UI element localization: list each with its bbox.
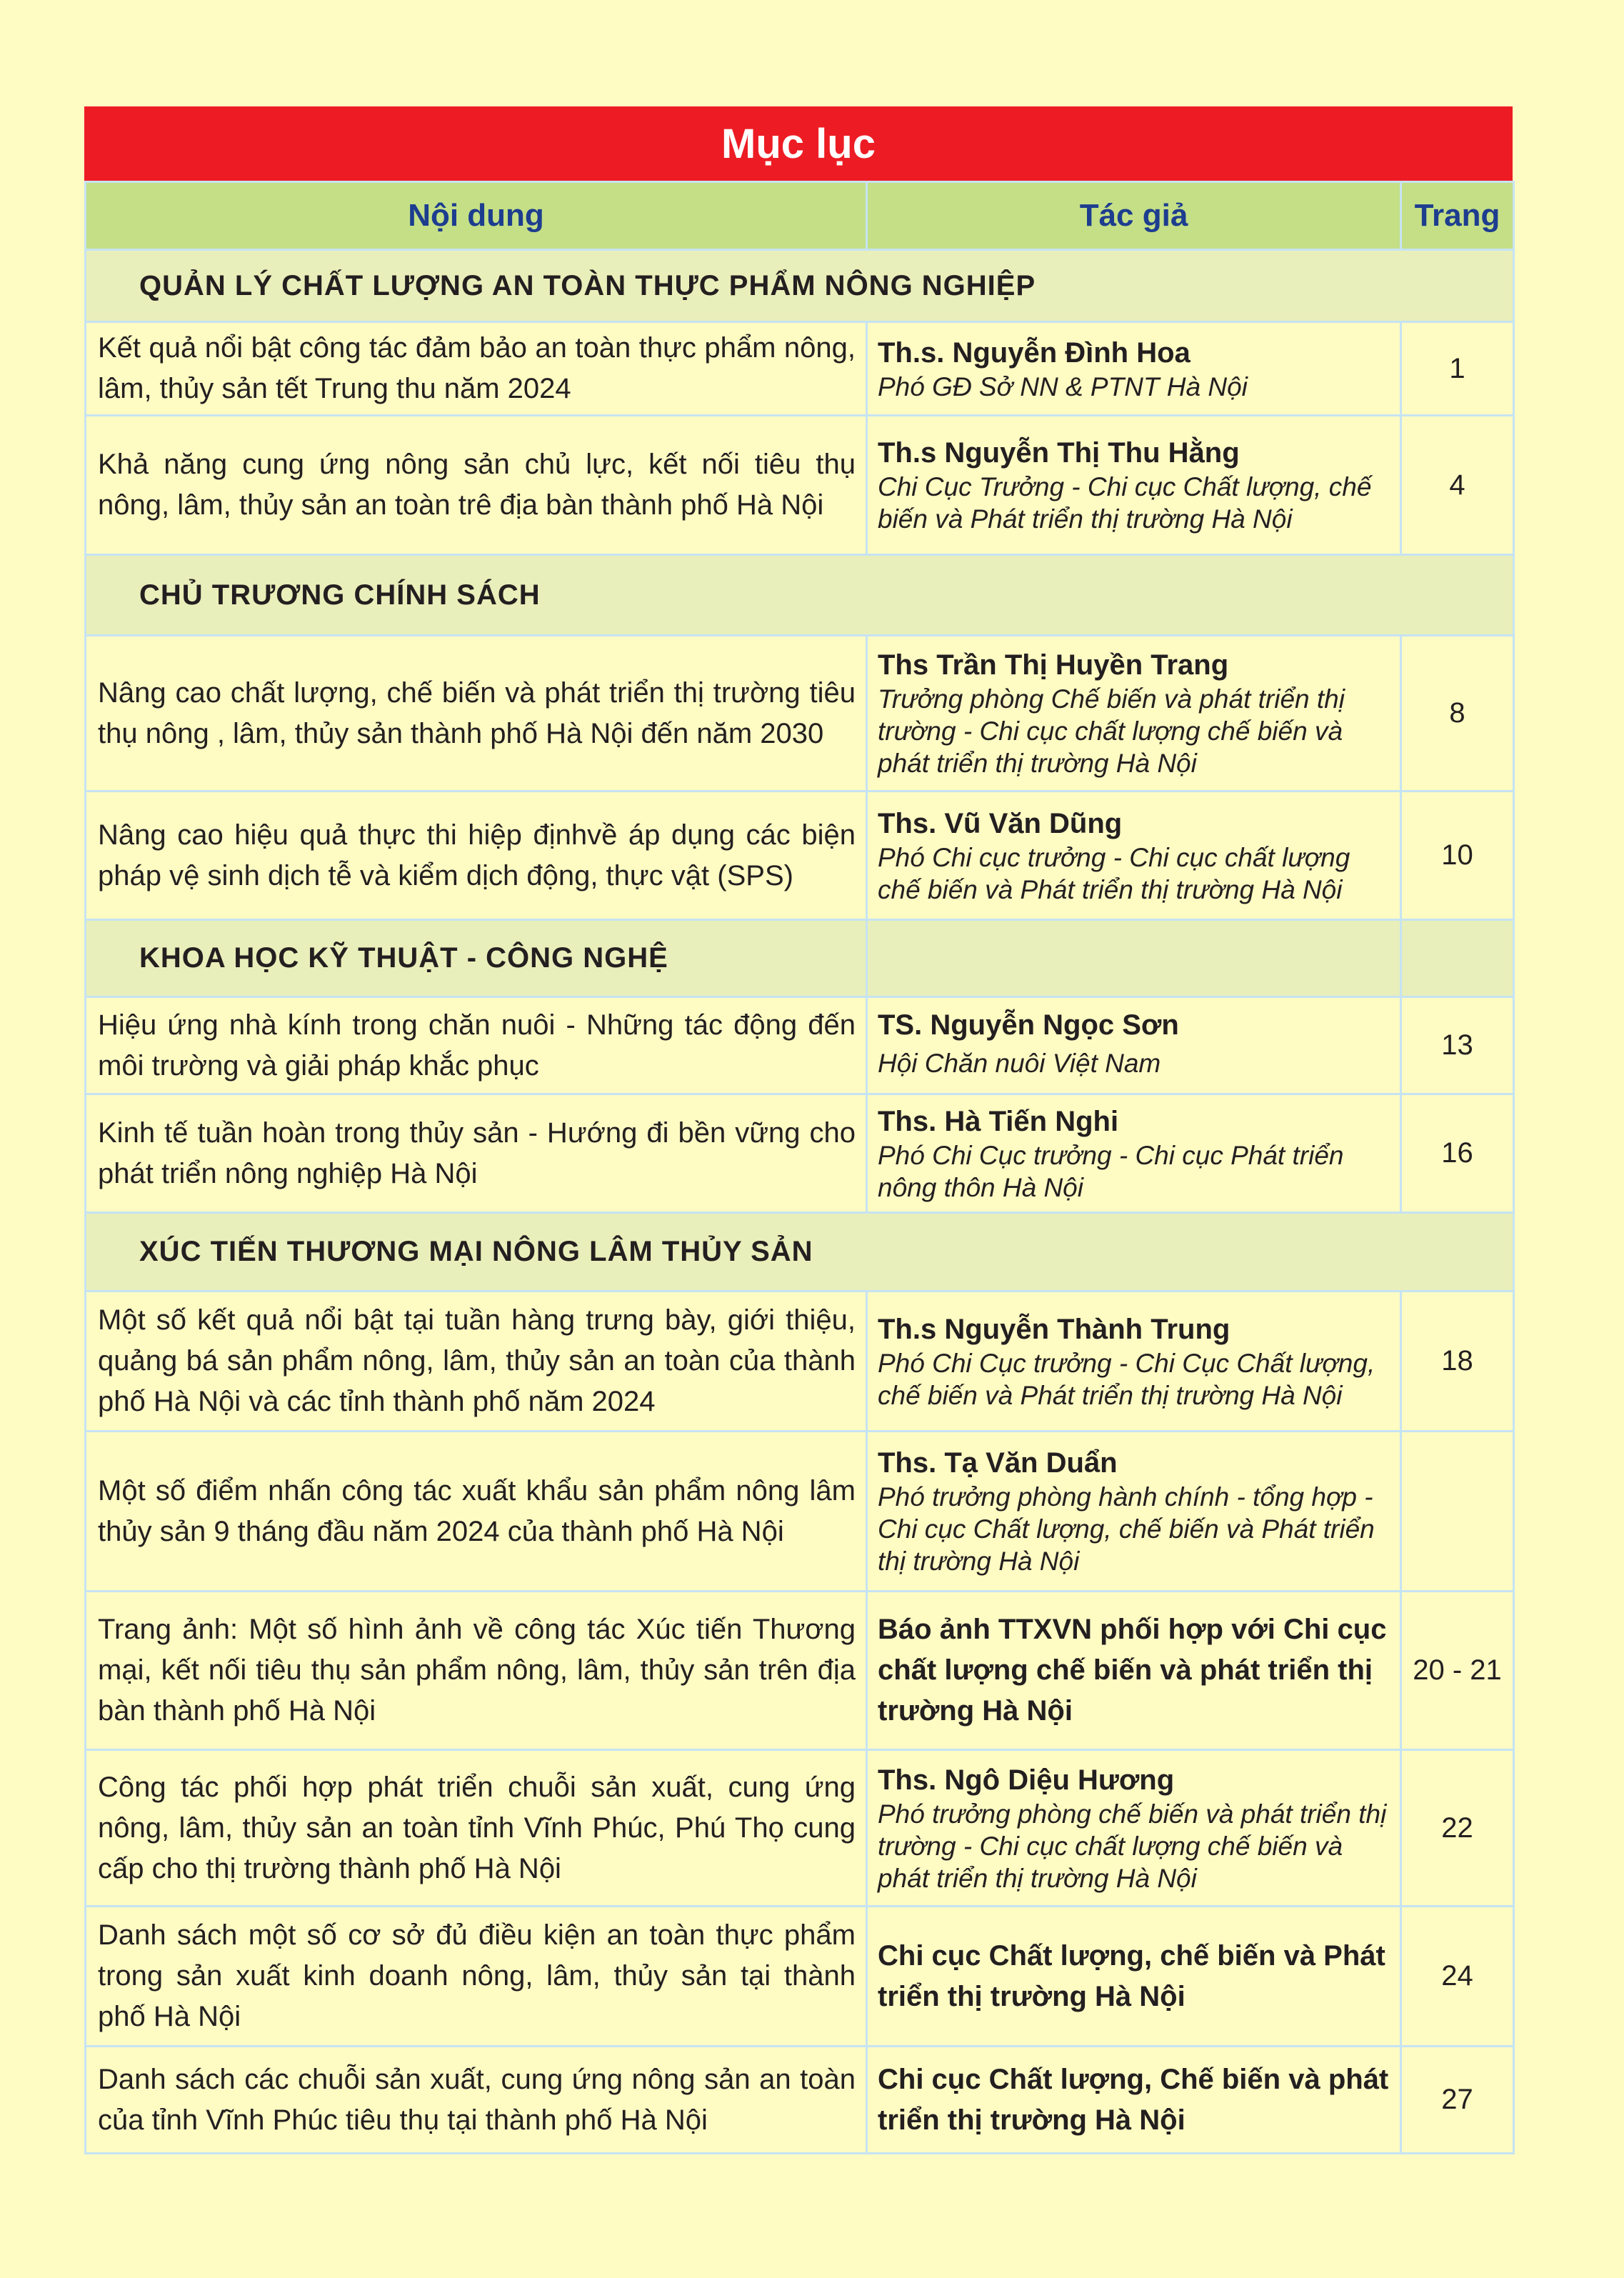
section-heading-row [86, 250, 1514, 322]
table-row [86, 997, 1514, 1094]
entry-page: 8 [1401, 636, 1514, 791]
entry-page: 27 [1401, 2047, 1514, 2154]
author-name: Chi cục Chất lượng, Chế biến và phát triển thị trường Hà Nội [878, 2063, 1389, 2136]
author-name: Báo ảnh TTXVN phối hợp với Chi cục chất lượng chế biến và phát triển thị trường Hà Nội [878, 1614, 1387, 1727]
section-heading-row [86, 1213, 1514, 1292]
entry-author [867, 1907, 1401, 2047]
section-heading-row [86, 555, 1514, 636]
author-name: Ths. Vũ Văn Dũng [878, 807, 1123, 839]
entry-page [1401, 1432, 1514, 1592]
entry-content: Kinh tế tuần hoàn trong thủy sản - Hướng đi bền vững cho phát triển nông nghiệp Hà Nội [86, 1094, 867, 1213]
author-role: Hội Chăn nuôi Việt Nam [878, 1048, 1161, 1078]
section-heading: QUẢN LÝ CHẤT LƯỢNG AN TOÀN THỰC PHẨM NÔNG NGHIỆP [86, 250, 1514, 322]
author-name: TS. Nguyễn Ngọc Sơn [878, 1009, 1179, 1041]
entry-page: 4 [1401, 416, 1514, 555]
entry-page: 20 - 21 [1401, 1592, 1514, 1750]
toc-table [84, 181, 1515, 2154]
entry-page: 24 [1401, 1907, 1514, 2047]
header-row [86, 182, 1514, 250]
entry-content: Danh sách các chuỗi sản xuất, cung ứng nông sản an toàn của tỉnh Vĩnh Phúc tiêu thụ tại thành phố Hà Nội [86, 2047, 867, 2154]
entry-page: 16 [1401, 1094, 1514, 1213]
author-role: Trưởng phòng Chế biến và phát triển thị trường - Chi cục chất lượng chế biến và phát triển thị trường Hà Nội [878, 684, 1345, 778]
section-heading: KHOA HỌC KỸ THUẬT - CÔNG NGHỆ [86, 920, 867, 997]
entry-content: Trang ảnh: Một số hình ảnh về công tác Xúc tiến Thương mại, kết nối tiêu thụ sản phẩm nông, lâm, thủy sản trên địa bàn thành phố Hà Nội [86, 1592, 867, 1750]
header-page: Trang [1401, 182, 1514, 250]
author-name: Chi cục Chất lượng, chế biến và Phát triển thị trường Hà Nội [878, 1939, 1385, 2012]
table-row [86, 1750, 1514, 1907]
entry-author [867, 791, 1401, 920]
author-name: Th.s Nguyễn Thị Thu Hằng [878, 437, 1240, 469]
section-heading: CHỦ TRƯƠNG CHÍNH SÁCH [86, 555, 1514, 636]
entry-content: Khả năng cung ứng nông sản chủ lực, kết nối tiêu thụ nông, lâm, thủy sản an toàn trê địa bàn thành phố Hà Nội [86, 416, 867, 555]
author-name: Ths. Ngô Diệu Hương [878, 1764, 1175, 1796]
table-row [86, 1907, 1514, 2047]
table-row [86, 1292, 1514, 1432]
toc-title: Mục lục [84, 106, 1513, 181]
author-name: Ths. Tạ Văn Duẩn [878, 1447, 1118, 1479]
entry-content: Công tác phối hợp phát triển chuỗi sản xuất, cung ứng nông, lâm, thủy sản an toàn tỉnh Vĩnh Phúc, Phú Thọ cung cấp cho thị trường thành phố Hà Nội [86, 1750, 867, 1907]
author-name: Th.s. Nguyễn Đình Hoa [878, 336, 1191, 369]
section-heading-blank [867, 920, 1401, 997]
header-content: Nội dung [86, 182, 867, 250]
author-role: Phó Chi Cục trưởng - Chi Cục Chất lượng, chế biến và Phát triển thị trường Hà Nội [878, 1348, 1375, 1410]
entry-content: Một số kết quả nổi bật tại tuần hàng trưng bày, giới thiệu, quảng bá sản phẩm nông, lâm, thủy sản an toàn của thành phố Hà Nội và các tỉnh thành phố năm 2024 [86, 1292, 867, 1432]
entry-author [867, 2047, 1401, 2154]
entry-page: 10 [1401, 791, 1514, 920]
section-heading-row [86, 920, 1514, 997]
entry-author [867, 1292, 1401, 1432]
author-role: Phó GĐ Sở NN & PTNT Hà Nội [878, 371, 1248, 401]
entry-author [867, 1432, 1401, 1592]
entry-author [867, 322, 1401, 416]
author-name: Ths Trần Thị Huyền Trang [878, 649, 1229, 681]
entry-page: 1 [1401, 322, 1514, 416]
entry-author [867, 1750, 1401, 1907]
entry-author [867, 1592, 1401, 1750]
entry-content: Nâng cao hiệu quả thực thi hiệp địnhvề áp dụng các biện pháp vệ sinh dịch tễ và kiểm dịch động, thực vật (SPS) [86, 791, 867, 920]
entry-author [867, 1094, 1401, 1213]
table-row [86, 1592, 1514, 1750]
section-heading: XÚC TIẾN THƯƠNG MẠI NÔNG LÂM THỦY SẢN [86, 1213, 1514, 1292]
entry-content: Nâng cao chất lượng, chế biến và phát triển thị trường tiêu thụ nông , lâm, thủy sản thành phố Hà Nội đến năm 2030 [86, 636, 867, 791]
table-row [86, 2047, 1514, 2154]
entry-author [867, 416, 1401, 555]
entry-author [867, 997, 1401, 1094]
table-row [86, 1094, 1514, 1213]
author-role: Chi Cục Trưởng - Chi cục Chất lượng, chế biến và Phát triển thị trường Hà Nội [878, 472, 1372, 534]
table-of-contents [84, 106, 1513, 2154]
entry-page: 13 [1401, 997, 1514, 1094]
entry-content: Hiệu ứng nhà kính trong chăn nuôi - Những tác động đến môi trường và giải pháp khắc phục [86, 997, 867, 1094]
author-name: Ths. Hà Tiến Nghi [878, 1105, 1119, 1137]
author-role: Phó trưởng phòng hành chính - tổng hợp - Chi cục Chất lượng, chế biến và Phát triển thị trường Hà Nội [878, 1482, 1375, 1576]
entry-content: Kết quả nổi bật công tác đảm bảo an toàn thực phẩm nông, lâm, thủy sản tết Trung thu năm 2024 [86, 322, 867, 416]
table-row [86, 1432, 1514, 1592]
author-role: Phó trưởng phòng chế biến và phát triển thị trường - Chi cục chất lượng chế biến và phát triển thị trường Hà Nội [878, 1799, 1387, 1893]
table-row [86, 322, 1514, 416]
author-role: Phó Chi cục trưởng - Chi cục chất lượng chế biến và Phát triển thị trường Hà Nội [878, 842, 1350, 904]
author-name: Th.s Nguyễn Thành Trung [878, 1313, 1230, 1345]
table-row [86, 416, 1514, 555]
table-row [86, 636, 1514, 791]
entry-page: 22 [1401, 1750, 1514, 1907]
entry-page: 18 [1401, 1292, 1514, 1432]
author-role: Phó Chi Cục trưởng - Chi cục Phát triển nông thôn Hà Nội [878, 1140, 1344, 1202]
header-author: Tác giả [867, 182, 1401, 250]
entry-author [867, 636, 1401, 791]
table-row [86, 791, 1514, 920]
entry-content: Danh sách một số cơ sở đủ điều kiện an toàn thực phẩm trong sản xuất kinh doanh nông, lâm, thủy sản tại thành phố Hà Nội [86, 1907, 867, 2047]
section-heading-blank [1401, 920, 1514, 997]
entry-content: Một số điểm nhấn công tác xuất khẩu sản phẩm nông lâm thủy sản 9 tháng đầu năm 2024 của thành phố Hà Nội [86, 1432, 867, 1592]
